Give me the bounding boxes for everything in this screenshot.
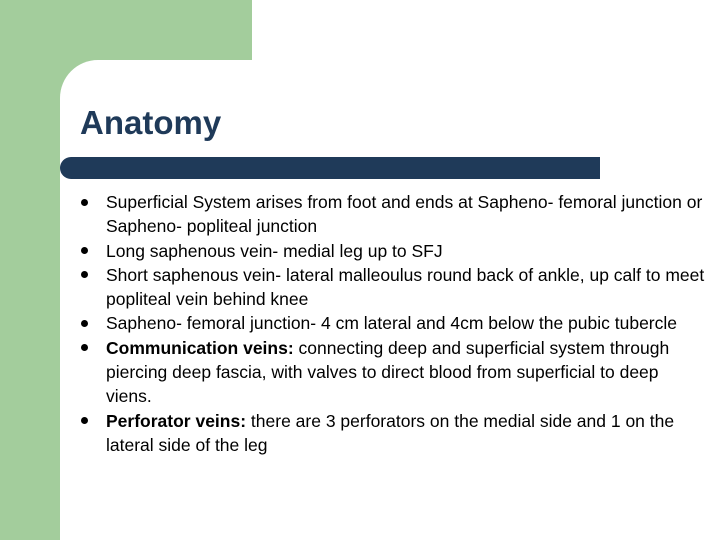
bullet-item — [78, 239, 708, 263]
bullet-text: there are 3 perforators on the medial side and 1 on the lateral side of the leg — [106, 410, 675, 455]
bullet-item — [78, 263, 708, 312]
bullet-text: Short saphenous vein- lateral malleoulus round back of ankle, up calf to meet popliteal vein behind knee — [106, 264, 705, 310]
bullet-dot-icon — [81, 199, 88, 206]
bullet-item — [78, 409, 708, 458]
bullet-item — [78, 190, 708, 239]
bullet-text: Long saphenous vein- medial leg up to SFJ — [106, 240, 443, 261]
slide-title: Anatomy — [80, 104, 222, 141]
decorative-green-sidebar — [0, 0, 60, 540]
bullet-text: Superficial System arises from foot and ends at Sapheno- femoral junction or Sapheno- popliteal junction — [106, 192, 703, 237]
title-underline-bar — [60, 157, 600, 179]
bullet-dot-icon — [81, 320, 88, 327]
bullet-dot-icon — [81, 417, 88, 424]
bullet-item — [78, 311, 708, 335]
bullet-dot-icon — [81, 271, 88, 278]
bullet-list — [78, 190, 708, 457]
bullet-text: Sapheno- femoral junction- 4 cm lateral and 4cm below the pubic tubercle — [106, 313, 678, 334]
bullet-dot-icon — [81, 247, 88, 254]
bullet-dot-icon — [81, 344, 88, 351]
bullet-bold-lead: Communication veins: — [106, 337, 294, 358]
bullet-bold-lead: Perforator veins: — [106, 410, 247, 431]
bullet-text: connecting deep and superficial system through piercing deep fascia, with valves to direct blood from superficial to deep viens. — [106, 337, 670, 407]
bullet-item — [78, 336, 708, 409]
